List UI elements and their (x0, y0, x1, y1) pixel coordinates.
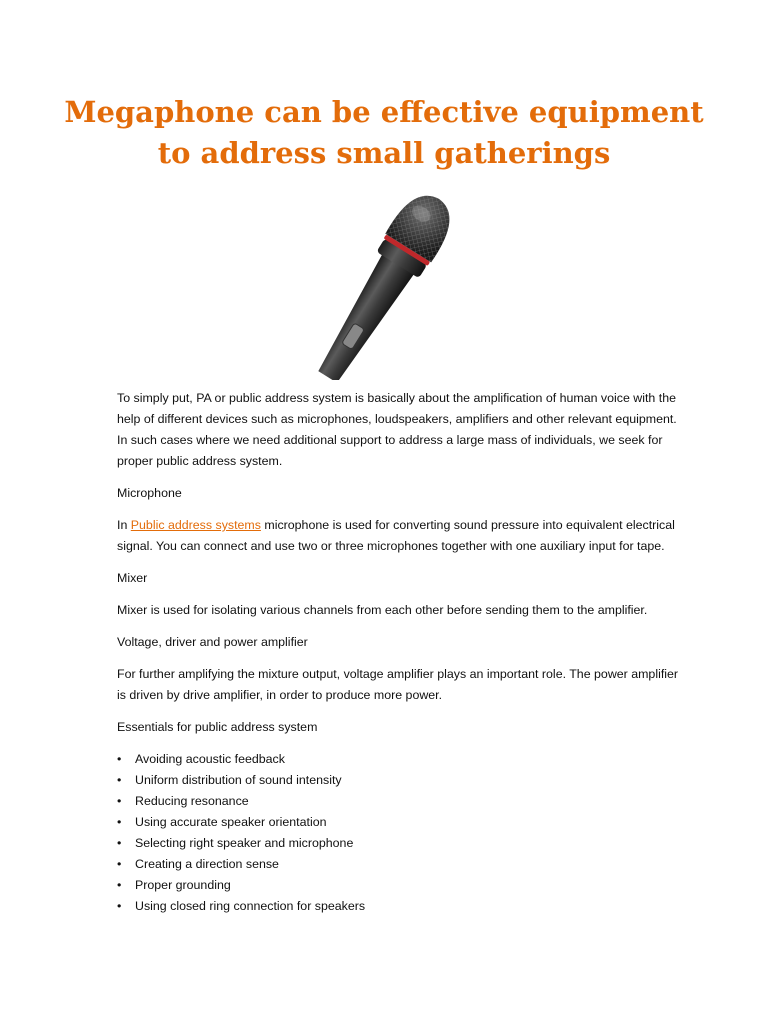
handheld-microphone-image (282, 184, 492, 380)
list-item (117, 875, 687, 896)
intro-paragraph: To simply put, PA or public address system is basically about the amplification of human voice with the help of different devices such as microphones, loudspeakers, amplifiers and other relevant equipment. In such cases where we need additional support to address a large mass of individuals, we seek for proper public address system. (117, 391, 677, 468)
public-address-systems-link[interactable]: Public address systems (130, 518, 261, 532)
amplifier-paragraph: For further amplifying the mixture output, voltage amplifier plays an important role. The power amplifier is driven by drive amplifier, in order to produce more power. (117, 667, 679, 702)
list-item-text: Uniform distribution of sound intensity (135, 773, 342, 787)
list-item-text: Proper grounding (135, 878, 231, 892)
list-item-text: Selecting right speaker and microphone (135, 836, 354, 850)
essentials-list (117, 749, 687, 917)
list-item (117, 770, 687, 791)
bullet-icon: • (117, 899, 122, 913)
bullet-icon: • (117, 752, 122, 766)
list-item-text: Using accurate speaker orientation (135, 815, 327, 829)
title-line-2: to address small gatherings (157, 136, 611, 170)
bullet-icon: • (117, 815, 122, 829)
list-item (117, 833, 687, 854)
bullet-icon: • (117, 857, 122, 871)
list-item-text: Using closed ring connection for speakers (135, 899, 366, 913)
amplifier-heading: Voltage, driver and power amplifier (117, 635, 308, 649)
list-item (117, 749, 687, 770)
list-item (117, 854, 687, 875)
bullet-icon: • (117, 878, 122, 892)
microphone-paragraph (117, 515, 687, 557)
page-title (60, 92, 708, 174)
bullet-icon: • (117, 794, 122, 808)
list-item-text: Avoiding acoustic feedback (135, 752, 285, 766)
bullet-icon: • (117, 773, 122, 787)
bullet-icon: • (117, 836, 122, 850)
list-item-text: Reducing resonance (135, 794, 249, 808)
list-item-text: Creating a direction sense (135, 857, 279, 871)
list-item (117, 791, 687, 812)
microphone-prefix: In (117, 518, 131, 532)
list-item (117, 896, 687, 917)
title-line-1: Megaphone can be effective equipment (64, 95, 704, 129)
document-body (117, 388, 687, 917)
mixer-heading: Mixer (117, 571, 148, 585)
microphone-heading: Microphone (117, 486, 182, 500)
microphone-suffix: microphone is used for converting sound pressure into equivalent electrical signal. You can connect and use two or three microphones together with one auxiliary input for tape. (117, 518, 675, 553)
essentials-heading: Essentials for public address system (117, 720, 318, 734)
mixer-paragraph: Mixer is used for isolating various channels from each other before sending them to the amplifier. (117, 603, 648, 617)
list-item (117, 812, 687, 833)
